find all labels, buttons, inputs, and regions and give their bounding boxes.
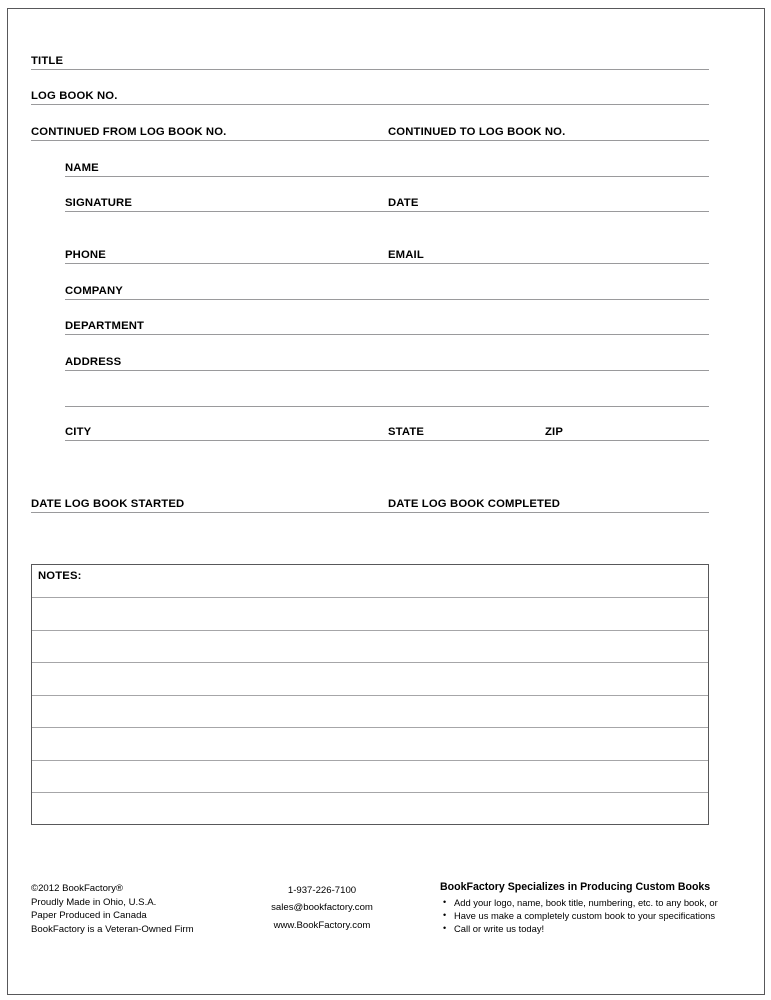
field-name-label: NAME [65, 162, 103, 174]
field-date-log-book-rule [31, 512, 709, 513]
footer-promo-heading: BookFactory Specializes in Producing Custom Books [440, 881, 711, 893]
footer [0, 878, 771, 958]
field-department-label: DEPARTMENT [65, 320, 148, 332]
field-address-rule [65, 370, 709, 371]
field-date-started-label: DATE LOG BOOK STARTED [31, 498, 188, 510]
field-address-label: ADDRESS [65, 356, 125, 368]
notes-box[interactable] [31, 564, 709, 825]
field-date-completed-label: DATE LOG BOOK COMPLETED [388, 498, 564, 510]
field-state-label: STATE [388, 426, 428, 438]
footer-email-address[interactable]: sales@bookfactory.com [271, 902, 373, 914]
field-phone-rule [65, 263, 709, 264]
footer-veteran-owned: BookFactory is a Veteran-Owned Firm [31, 923, 194, 935]
field-signature-label: SIGNATURE [65, 197, 136, 209]
field-title-rule [31, 69, 709, 70]
field-title-label: TITLE [31, 55, 67, 67]
field-department[interactable] [65, 313, 709, 335]
footer-promo-bullet: • Add your logo, name, book title, numbering, etc. to any book, or [440, 896, 740, 909]
footer-contact-info [232, 882, 412, 934]
notes-rule [32, 662, 708, 663]
notes-rule [32, 792, 708, 793]
footer-promo-bullet-list [440, 896, 740, 935]
field-company-label: COMPANY [65, 285, 127, 297]
field-email-label: EMAIL [388, 249, 428, 261]
field-continued-to-label: CONTINUED TO LOG BOOK NO. [388, 126, 569, 138]
notes-rule [32, 630, 708, 631]
notes-rule [32, 597, 708, 598]
notes-rule [32, 760, 708, 761]
field-zip-label: ZIP [545, 426, 567, 438]
field-name[interactable] [65, 155, 709, 177]
footer-company-info [31, 882, 194, 936]
field-department-rule [65, 334, 709, 335]
footer-paper-origin: Paper Produced in Canada [31, 910, 147, 922]
field-signature[interactable] [65, 190, 709, 212]
footer-promo-bullet: • Call or write us today! [440, 922, 740, 935]
footer-promo [440, 880, 740, 935]
field-signature-rule [65, 211, 709, 212]
field-address-line-2[interactable] [65, 385, 709, 407]
field-continued-from[interactable] [31, 119, 709, 141]
field-log-book-no-rule [31, 104, 709, 105]
footer-phone-number[interactable]: 1-937-226-7100 [287, 885, 357, 896]
field-date-label: DATE [388, 197, 423, 209]
field-name-rule [65, 176, 709, 177]
field-city-rule [65, 440, 709, 441]
field-log-book-no-label: LOG BOOK NO. [31, 90, 122, 102]
footer-made-in: Proudly Made in Ohio, U.S.A. [31, 896, 157, 908]
notes-label: NOTES: [38, 570, 82, 582]
footer-website-url[interactable]: www.BookFactory.com [273, 919, 371, 931]
notes-rule [32, 695, 708, 696]
field-city[interactable] [65, 419, 709, 441]
field-phone-label: PHONE [65, 249, 110, 261]
field-company[interactable] [65, 278, 709, 300]
footer-copyright: ©2012 BookFactory® [31, 883, 123, 894]
footer-promo-bullet: • Have us make a completely custom book to your specifications [440, 909, 740, 922]
field-city-label: CITY [65, 426, 95, 438]
field-address-line-2-rule [65, 406, 709, 407]
field-company-rule [65, 299, 709, 300]
notes-rule [32, 727, 708, 728]
field-title[interactable] [31, 48, 709, 70]
field-continued-rule [31, 140, 709, 141]
field-continued-from-label: CONTINUED FROM LOG BOOK NO. [31, 126, 230, 138]
field-phone[interactable] [65, 242, 709, 264]
field-address[interactable] [65, 349, 709, 371]
field-date-log-book[interactable] [31, 491, 709, 513]
field-log-book-no[interactable] [31, 83, 709, 105]
